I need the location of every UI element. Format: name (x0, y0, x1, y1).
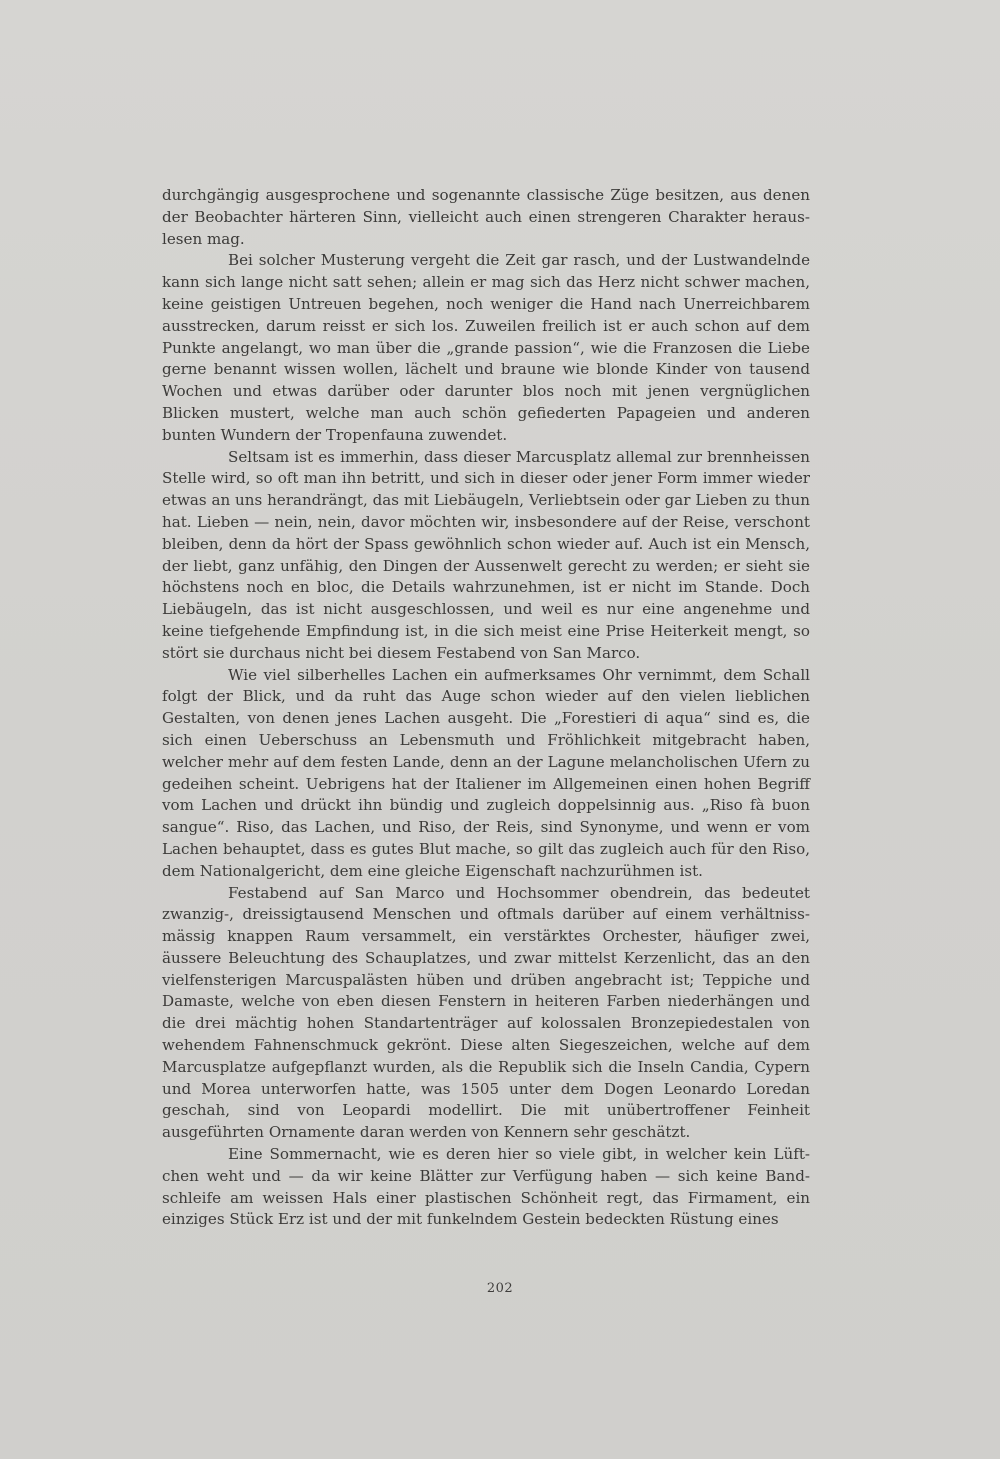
body-text (162, 185, 810, 1231)
paragraph: Bei solcher Musterung vergeht die Zeit gar rasch, und der Lustwandelnde kann sich lange nicht satt sehen; allein er mag sich das Herz nicht schwer machen, keine geistigen Untreuen begehen, noch weniger die Hand nach Unerreichbarem ausstrecken, darum reisst er sich los. Zuweilen freilich ist er auch schon auf dem Punkte angelangt, wo man über die „grande passion“, wie die Franzosen die Liebe gerne benannt wissen wollen, lächelt und braune wie blonde Kinder von tausend Wochen und etwas darüber oder darunter blos noch mit jenen vergnüglichen Blicken mustert, welche man auch schön gefiederten Papageien und anderen bunten Wundern der Tropenfauna zuwendet. (162, 251, 810, 444)
paragraph: Seltsam ist es immerhin, dass dieser Marcusplatz allemal zur brennheissen Stelle wird, so oft man ihn betritt, und sich in dieser oder jener Form immer wieder etwas an uns herandrängt, das mit Liebäugeln, Verliebtsein oder gar Lieben zu thun hat. Lieben — nein, nein, davor möchten wir, insbesondere auf der Reise, verschont bleiben, denn da hört der Spass gewöhnlich schon wieder auf. Auch ist ein Mensch, der liebt, ganz unfähig, den Dingen der Aussenwelt gerecht zu werden; er sieht sie höchstens noch en bloc, die Details wahrzunehmen, ist er nicht im Stande. Doch Liebäugeln, das ist nicht ausgeschlossen, und weil es nur eine angenehme und keine tiefgehende Empfindung ist, in die sich meist eine Prise Heiterkeit mengt, so stört sie durchaus nicht bei diesem Festabend von San Marco. (162, 447, 810, 662)
paragraph: Wie viel silberhelles Lachen ein aufmerksames Ohr vernimmt, dem Schall folgt der Blick, und da ruht das Auge schon wieder auf den vielen lieblichen Gestalten, von denen jenes Lachen ausgeht. Die „Forestieri di aqua“ sind es, die sich einen Ueberschuss an Lebensmuth und Fröhlichkeit mitgebracht haben, welcher mehr auf dem festen Lande, denn an der Lagune melancholischen Ufern zu gedeihen scheint. Uebrigens hat der Italiener im Allgemeinen einen hohen Begriff vom Lachen und drückt ihn bündig und zugleich doppelsinnig aus. „Riso fà buon sangue“. Riso, das Lachen, und Riso, der Reis, sind Synonyme, und wenn er vom Lachen behauptet, dass es gutes Blut mache, so gilt das zugleich auch für den Riso, dem Nationalgericht, dem eine gleiche Eigenschaft nachzurühmen ist. (162, 665, 810, 880)
page-number: 202 (486, 1281, 514, 1296)
paragraph: durchgängig ausgesprochene und sogenannte classische Züge besitzen, aus denen der Beobachter härteren Sinn, vielleicht auch einen strengeren Charakter herauslesen mag. (162, 186, 810, 248)
paragraph: Eine Sommernacht, wie es deren hier so viele gibt, in welcher kein Lüftchen weht und — da wir keine Blätter zur Verfügung haben — sich keine Bandschleife am weissen Hals einer plastischen Schönheit regt, das Firmament, ein einziges Stück Erz ist und der mit funkelndem Gestein bedeckten Rüstung eines (162, 1145, 810, 1229)
paragraph: Festabend auf San Marco und Hochsommer obendrein, das bedeutet zwanzig-, dreissigtausend Menschen und oftmals darüber auf einem verhältnissmässig knappen Raum versammelt, ein verstärktes Orchester, häufiger zwei, äussere Beleuchtung des Schauplatzes, und zwar mittelst Kerzenlicht, das an den vielfensterigen Marcuspalästen hüben und drüben angebracht ist; Teppiche und Damaste, welche von eben diesen Fenstern in heiteren Farben niederhängen und die drei mächtig hohen Standartenträger auf kolossalen Bronzepiedestalen von wehendem Fahnenschmuck gekrönt. Diese alten Siegeszeichen, welche auf dem Marcusplatze aufgepflanzt wurden, als die Republik sich die Inseln Candia, Cypern und Morea unterworfen hatte, was 1505 unter dem Dogen Leonardo Loredan geschah, sind von Leopardi modellirt. Die mit unübertroffener Feinheit ausgeführten Ornamente daran werden von Kennern sehr geschätzt. (162, 883, 810, 1142)
